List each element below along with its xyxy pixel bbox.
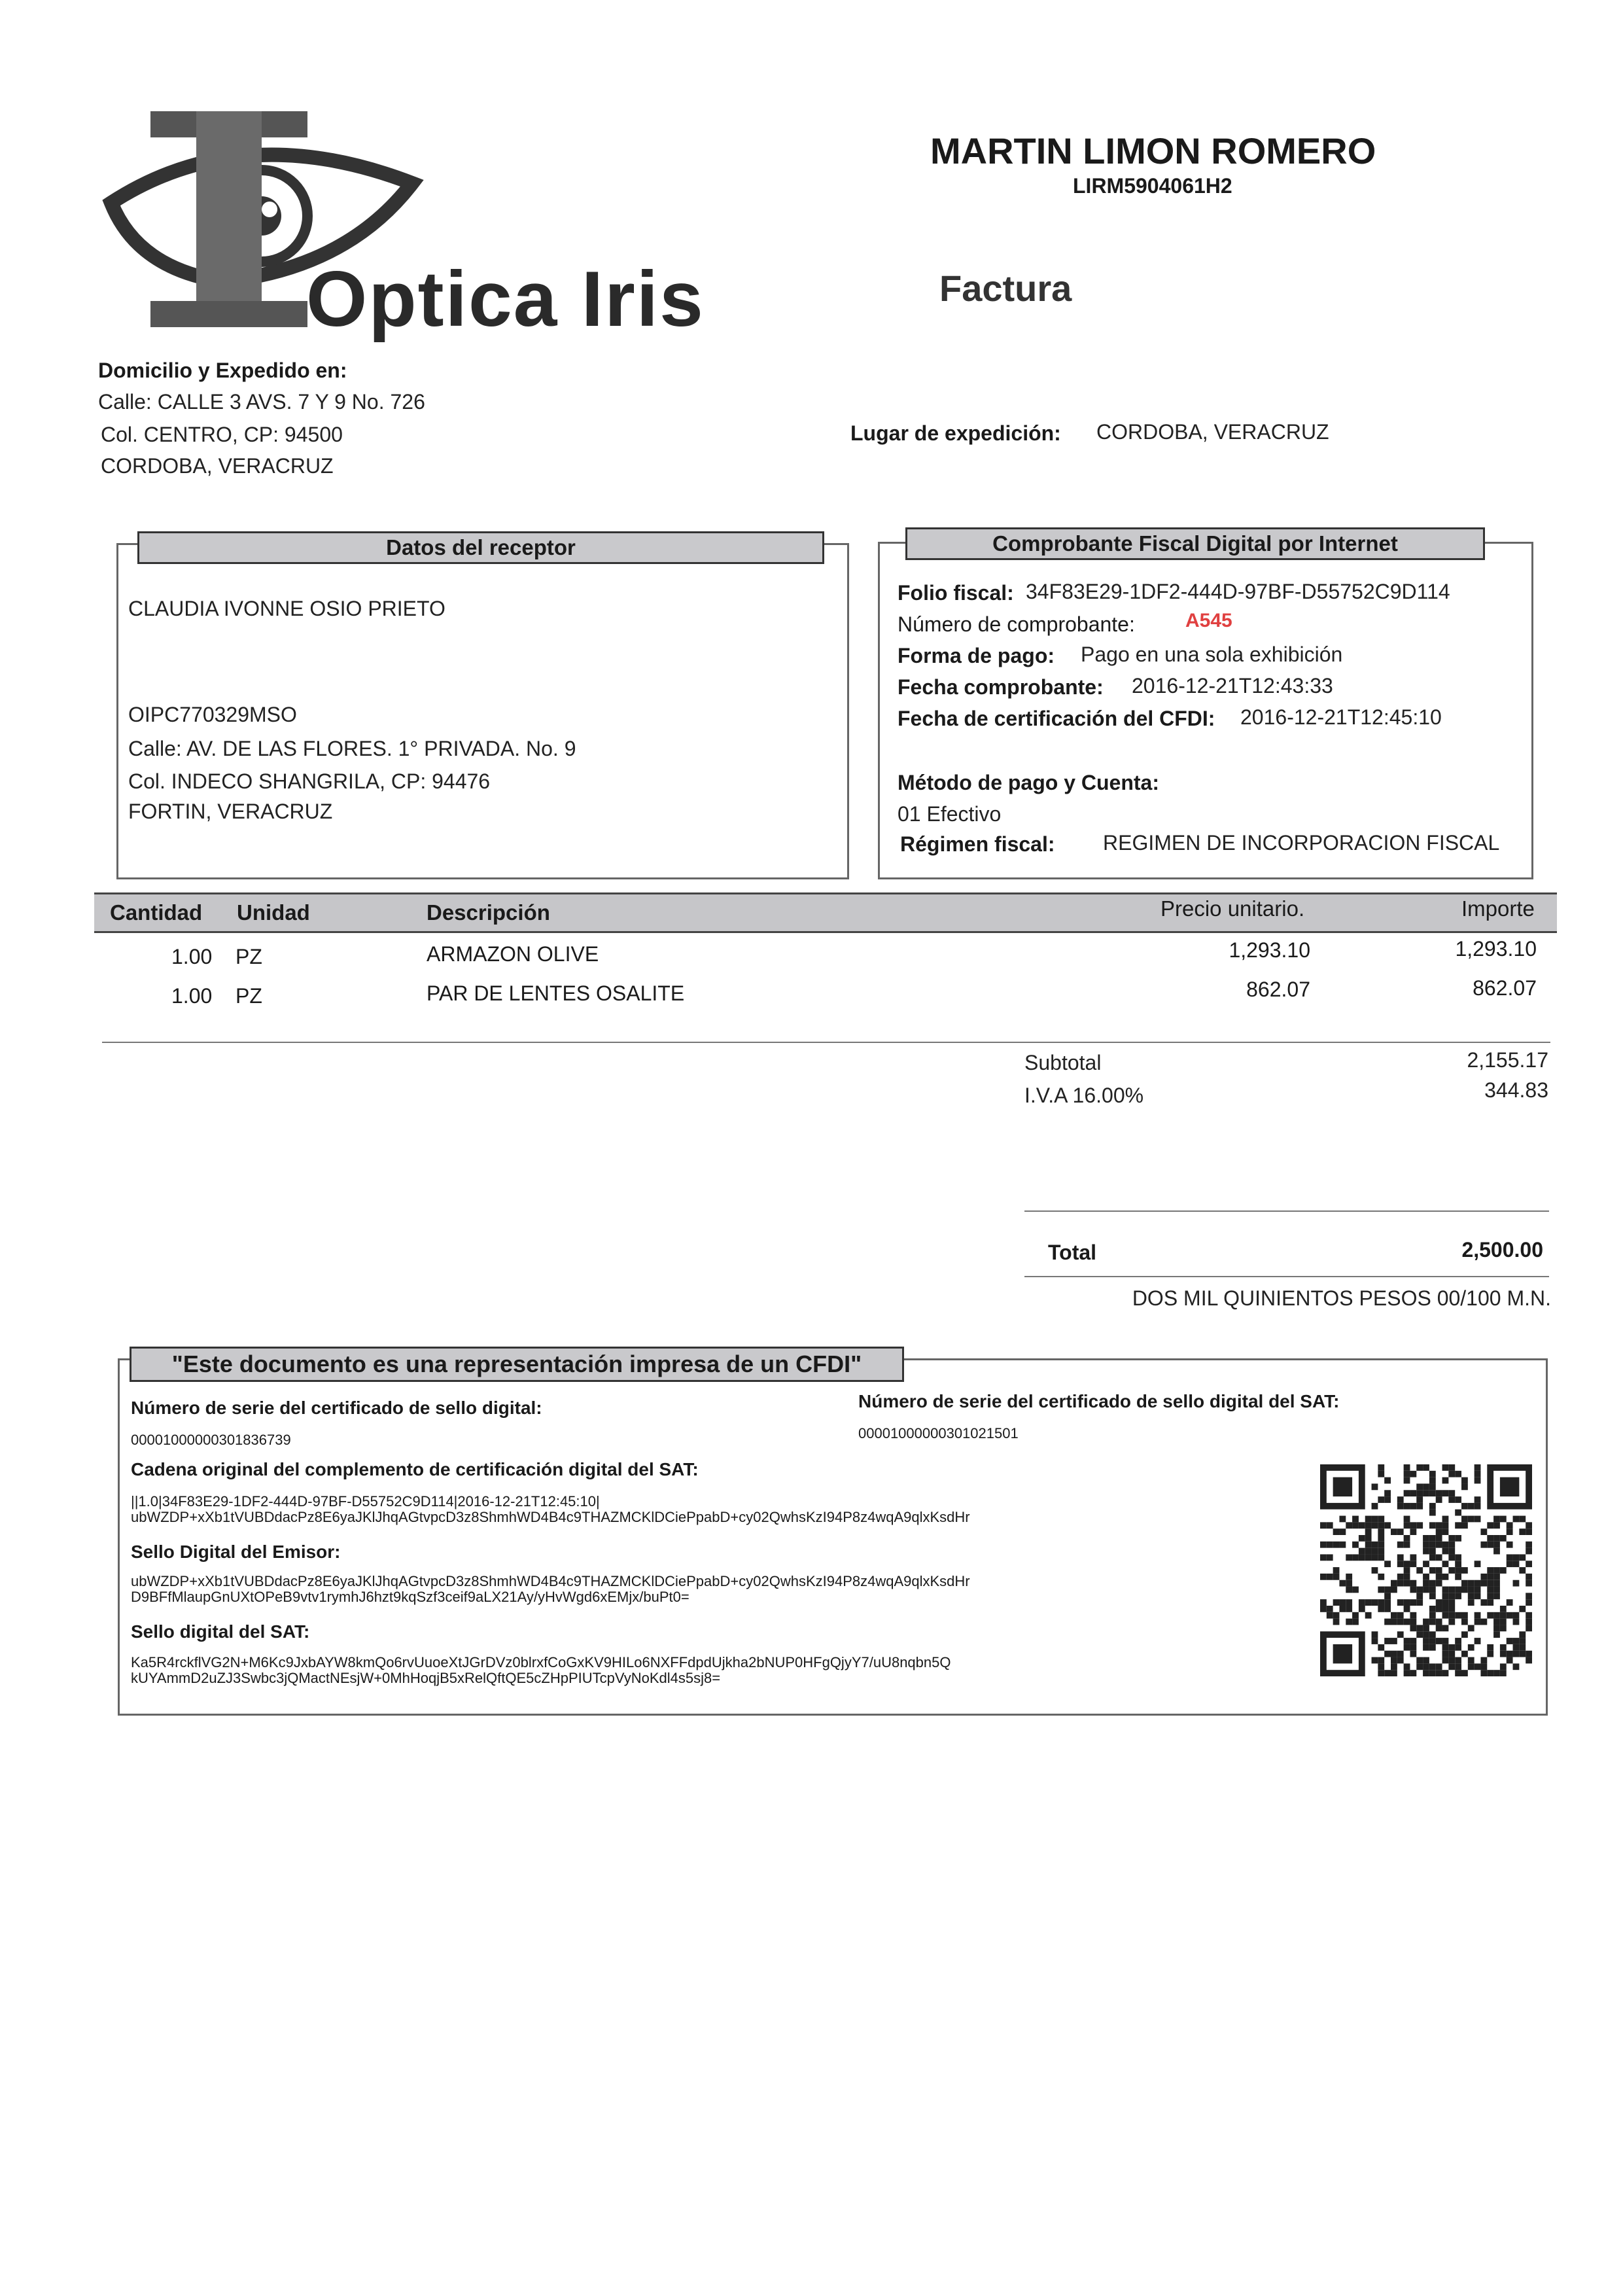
regimen-label: Régimen fiscal: (900, 832, 1055, 856)
folio-value: 34F83E29-1DF2-444D-97BF-D55752C9D114 (1026, 580, 1450, 603)
serie-emisor-value: 00001000000301836739 (131, 1432, 291, 1448)
sello-emisor-line-2: D9BFfMlaupGnUXtOPeB9vtv1rymhJ6hzt9kqSzf3ceif9aLX21Ay/yHvWgd6xEMjx/buPt0= (131, 1589, 689, 1605)
row1-precio: 1,293.10 (1229, 938, 1310, 962)
address-city: CORDOBA, VERACRUZ (101, 454, 334, 478)
sello-sat-label: Sello digital del SAT: (131, 1621, 310, 1642)
total-in-words: DOS MIL QUINIENTOS PESOS 00/100 M.N. (1132, 1286, 1551, 1310)
subtotal-label: Subtotal (1024, 1051, 1102, 1074)
serie-sat-label: Número de serie del certificado de sello digital del SAT: (858, 1391, 1340, 1411)
cadena-line-1: ||1.0|34F83E29-1DF2-444D-97BF-D55752C9D114|2016-12-21T12:45:10| (131, 1493, 600, 1510)
row2-precio: 862.07 (1246, 978, 1310, 1001)
qr-code (1320, 1464, 1532, 1676)
receptor-street: Calle: AV. DE LAS FLORES. 1° PRIVADA. No. 9 (128, 737, 576, 760)
forma-label: Forma de pago: (898, 644, 1055, 667)
row1-importe: 1,293.10 (1455, 937, 1537, 961)
row1-descripcion: ARMAZON OLIVE (427, 942, 599, 966)
subtotal-value: 2,155.17 (1467, 1048, 1548, 1072)
issuer-name: MARTIN LIMON ROMERO (930, 130, 1376, 171)
sello-sat-line-2: kUYAmmD2uZJ3Swbc3jQMactNEsjW+0MhHoqjB5xRelQftQE5cZHpPIUTcpVyNoKdl4s5sj8= (131, 1670, 721, 1686)
row1-cantidad: 1.00 (171, 945, 213, 968)
receptor-title: Datos del receptor (137, 531, 824, 564)
totals-rule-bottom (1024, 1276, 1549, 1277)
address-heading: Domicilio y Expedido en: (98, 359, 347, 382)
metodo-value: 01 Efectivo (898, 802, 1002, 826)
receptor-city: FORTIN, VERACRUZ (128, 800, 333, 823)
sello-emisor-line-1: ubWZDP+xXb1tVUBDdacPz8E6yaJKlJhqAGtvpcD3z8ShmhWD4B4c9THAZMCKlDCiePpabD+cy02QwhsKzI94P8z4wqA9qlxKsdHr (131, 1573, 970, 1589)
col-importe: Importe (1461, 896, 1535, 921)
expedition-value: CORDOBA, VERACRUZ (1096, 420, 1329, 444)
expedition-label: Lugar de expedición: (850, 421, 1061, 445)
cfdi-title: Comprobante Fiscal Digital por Internet (905, 527, 1485, 560)
metodo-label: Método de pago y Cuenta: (898, 771, 1159, 794)
iva-label: I.V.A 16.00% (1024, 1084, 1144, 1107)
cadena-line-2: ubWZDP+xXb1tVUBDdacPz8E6yaJKlJhqAGtvpcD3z8ShmhWD4B4c9THAZMCKlDCiePpabD+cy02QwhsKzI94P8z4wqA9qlxKsdHr (131, 1509, 970, 1525)
row2-cantidad: 1.00 (171, 984, 213, 1008)
folio-label: Folio fiscal: (898, 581, 1014, 605)
brand-wordmark: Optica Iris (306, 255, 705, 343)
col-cantidad: Cantidad (110, 900, 203, 925)
receptor-colonia: Col. INDECO SHANGRILA, CP: 94476 (128, 769, 491, 793)
row2-importe: 862.07 (1473, 976, 1537, 1000)
row1-unidad: PZ (236, 945, 262, 968)
numero-label: Número de comprobante: (898, 612, 1135, 636)
issuer-rfc: LIRM5904061H2 (1073, 174, 1232, 198)
fecha-value: 2016-12-21T12:43:33 (1132, 674, 1333, 698)
fecha-label: Fecha comprobante: (898, 675, 1104, 699)
total-label: Total (1048, 1241, 1097, 1264)
total-value: 2,500.00 (1461, 1238, 1543, 1262)
col-descripcion: Descripción (427, 900, 550, 925)
col-unidad: Unidad (237, 900, 310, 925)
serie-emisor-label: Número de serie del certificado de sello digital: (131, 1398, 542, 1418)
col-precio: Precio unitario. (1161, 896, 1305, 921)
address-colonia: Col. CENTRO, CP: 94500 (101, 423, 343, 446)
regimen-value: REGIMEN DE INCORPORACION FISCAL (1103, 831, 1500, 855)
forma-value: Pago en una sola exhibición (1081, 643, 1343, 666)
cadena-label: Cadena original del complemento de certificación digital del SAT: (131, 1459, 699, 1479)
iva-value: 344.83 (1484, 1078, 1548, 1102)
table-bottom-rule (102, 1042, 1550, 1043)
address-street: Calle: CALLE 3 AVS. 7 Y 9 No. 726 (98, 390, 425, 414)
cert-value: 2016-12-21T12:45:10 (1240, 705, 1442, 729)
totals-rule-top (1024, 1210, 1549, 1212)
row2-descripcion: PAR DE LENTES OSALITE (427, 981, 685, 1005)
sello-sat-line-1: Ka5R4rckflVG2N+M6Kc9JxbAYW8kmQo6rvUuoeXtJGrDVz0blrxfCoGxKV9HILo6NXFFdpdUjkha2bNUP0HFgQjyY7/uU8nqbn5Q (131, 1654, 951, 1670)
items-table-header (94, 892, 1557, 933)
cfdi-print-title: "Este documento es una representación impresa de un CFDI" (130, 1347, 904, 1382)
numero-value-stamp: A545 (1185, 610, 1232, 631)
serie-sat-value: 00001000000301021501 (858, 1425, 1019, 1441)
sello-emisor-label: Sello Digital del Emisor: (131, 1542, 341, 1562)
cert-label: Fecha de certificación del CFDI: (898, 707, 1215, 730)
row2-unidad: PZ (236, 984, 262, 1008)
receptor-rfc: OIPC770329MSO (128, 703, 297, 726)
receptor-name: CLAUDIA IVONNE OSIO PRIETO (128, 597, 445, 620)
document-type: Factura (939, 268, 1072, 309)
